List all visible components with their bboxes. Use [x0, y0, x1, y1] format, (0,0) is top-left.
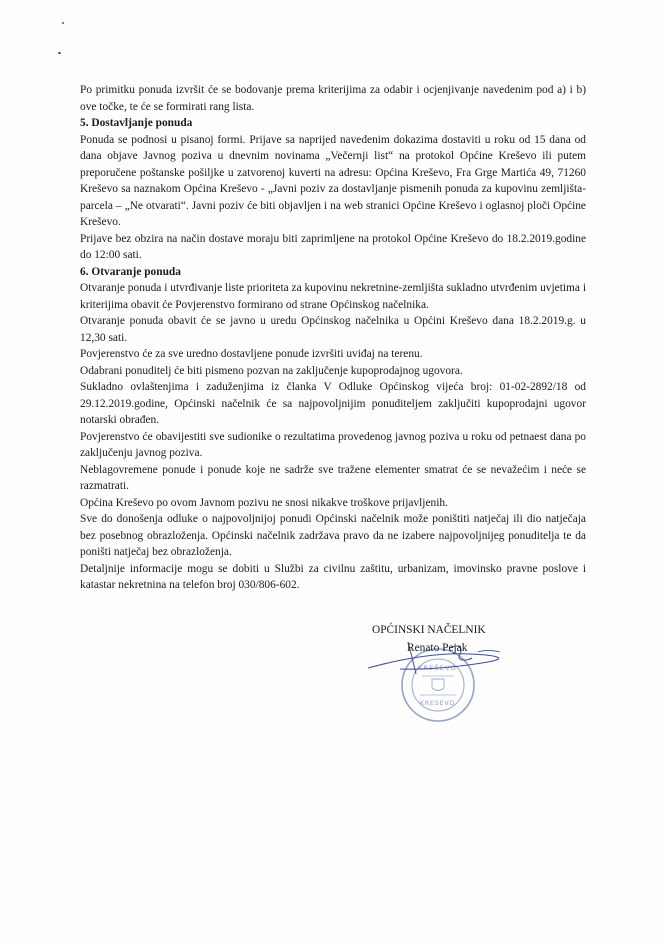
body-paragraph: Sve do donošenja odluke o najpovoljnijoj ponudi Općinski načelnik može poništiti natječaj ili dio natječaja bez posebnog obrazloženja. Općinski načelnik zadržava pravo da ne izabere najpovoljnijeg ponuditelja te da poništi natječaj bez obrazloženja.: [80, 513, 586, 558]
signature-title: OPĆINSKI NAČELNIK: [372, 624, 486, 636]
section-heading: 5. Dostavljanje ponuda: [80, 117, 193, 129]
scan-speck: [58, 52, 61, 54]
body-paragraph: Prijave bez obzira na način dostave moraju biti zaprimljene na protokol Općine Kreševo do 18.2.2019.godine do 12:00 sati.: [80, 232, 586, 261]
svg-text:KREŠEVO: KREŠEVO: [420, 700, 456, 707]
body-paragraph: Po primitku ponuda izvršit će se bodovanje prema kriterijima za odabir i ocjenjivanje navedenim pod a) i b) ove točke, te će se formirati rang lista.: [80, 84, 586, 113]
body-paragraph: Otvaranje ponuda obavit će se javno u uredu Općinskog načelnika u Općini Kreševo dana 18.2.2019.g. u 12,30 sati.: [80, 315, 586, 344]
body-paragraph: Povjerenstvo će za sve uredno dostavljene ponude izvršiti uviđaj na terenu.: [80, 348, 423, 360]
scan-speck: [62, 22, 64, 24]
signature-name: Renato Pejak: [407, 642, 468, 654]
body-paragraph: Općina Kreševo po ovom Javnom pozivu ne snosi nikakve troškove prijavljenih.: [80, 496, 448, 509]
body-paragraph: Odabrani ponuditelj će biti pismeno pozvan na zaključenje kupoprodajnog ugovora.: [80, 364, 463, 377]
body-paragraph: Ponuda se podnosi u pisanoj formi. Prijave sa naprijed navedenim dokazima dostaviti u roku od 15 dana od dana objave Javnog poziva u dnevnim novinama „Večernji list“ na protokol Općine Kreševo ili putem preporučene poštanske pošiljke u zatvorenoj kuverti na adresu: Općina Kreševo, Fra Grge Martića 49, 71260 Kreševo sa naznakom Općina Kreševo - „Javni poziv za dostavljanje pismenih ponuda za kupovinu zemljišta-parcela – „Ne otvarati“. Javni poziv će biti objavljen i na web stranici Općine Kreševo i oglasnoj ploči Općine Kreševo.: [80, 133, 586, 228]
body-paragraph: Sukladno ovlaštenjima i zaduženjima iz članka V Odluke Općinskog vijeća broj: 01-02-2892/18 od 29.12.2019.godine, Općinski načelnik će sa najpovoljnijim ponuditeljem zaključiti kupoprodajni ugovor notarski obrađen.: [80, 381, 586, 426]
document-body: [80, 82, 586, 594]
svg-text:KREŠEVO: KREŠEVO: [418, 664, 457, 672]
body-paragraph: Otvaranje ponuda i utvrđivanje liste prioriteta za kupovinu nekretnine-zemljišta sukladno utvrđenim uvjetima i kriterijima obavit će Povjerenstvo formirano od strane Općinskog načelnika.: [80, 282, 586, 311]
body-paragraph: Neblagovremene ponude i ponude koje ne sadrže sve tražene elementer smatrat će se nevažećim i neće se razmatrati.: [80, 463, 586, 492]
body-paragraph: Povjerenstvo će obavijestiti sve sudionike o rezultatima provedenog javnog poziva u roku od petnaest dana po zaključenju javnog poziva.: [80, 430, 586, 459]
section-heading: 6. Otvaranje ponuda: [80, 265, 181, 278]
body-paragraph: Detaljnije informacije mogu se dobiti u Službi za civilnu zaštitu, urbanizam, imovinsko pravne poslove i katastar nekretnina na telefon broj 030/806-602.: [80, 562, 586, 591]
signature-block: [360, 622, 560, 722]
